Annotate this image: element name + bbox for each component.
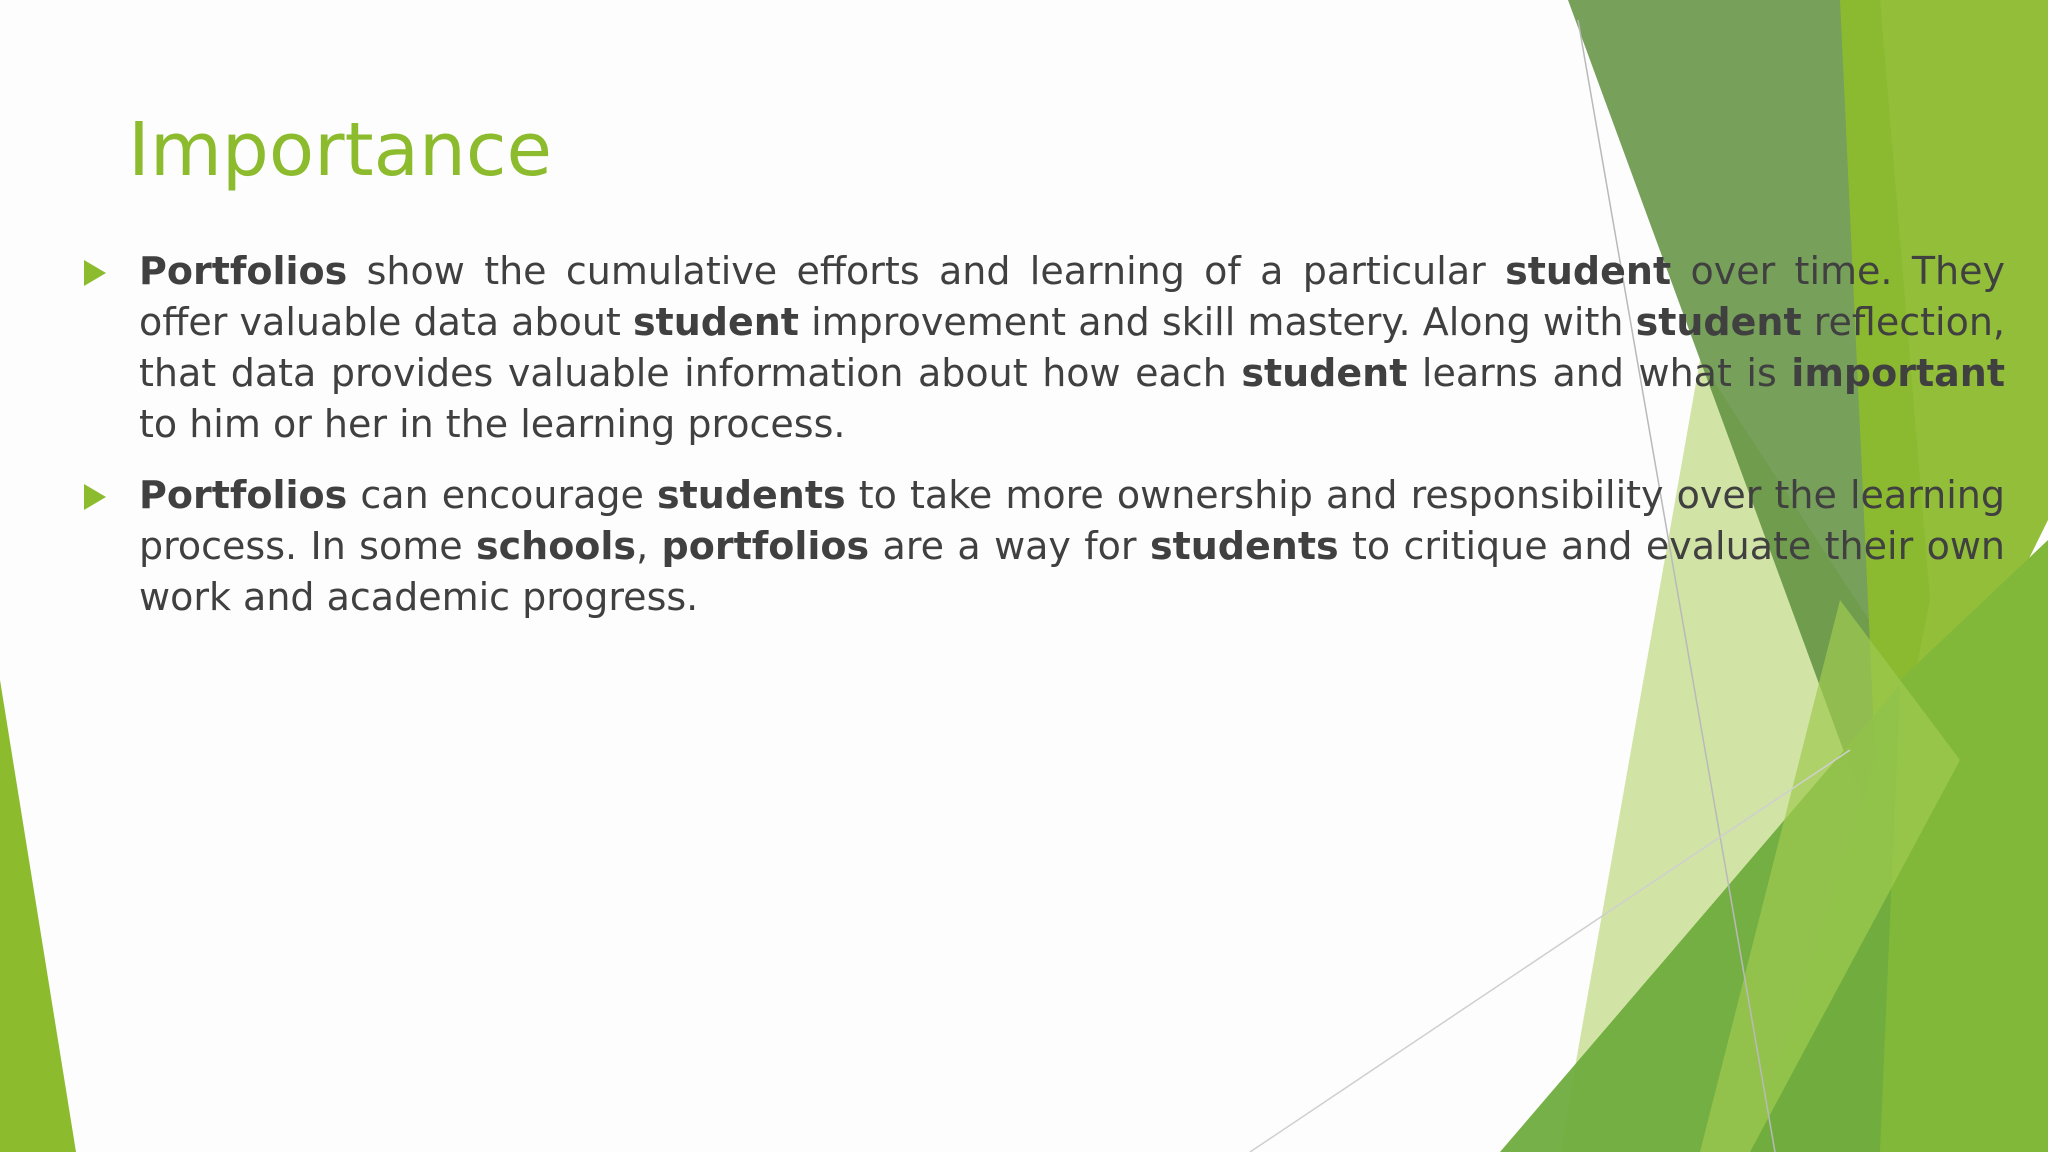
- bullet-text-segment: over time. They offer valuable data about: [139, 249, 2005, 344]
- bullet-text-segment: student: [1505, 249, 1672, 293]
- bullet-text-segment: Portfolios: [139, 249, 348, 293]
- triangle-bullet-icon: [84, 260, 106, 286]
- triangle-bullet-icon: [84, 484, 106, 510]
- bullet-item-portfolios-encourage: [80, 470, 2005, 623]
- bullet-text-segment: show the cumulative efforts and learning of a particular: [347, 249, 1506, 293]
- bullet-text-segment: schools: [476, 524, 637, 568]
- slide-title: Importance: [128, 107, 553, 193]
- bullet-text-segment: to him or her in the learning process.: [139, 402, 846, 446]
- bullet-text-segment: student: [632, 300, 799, 344]
- bullet-text-segment: ,: [636, 524, 662, 568]
- bullet-text-segment: students: [656, 473, 846, 517]
- bullet-text-segment: students: [1149, 524, 1339, 568]
- bullet-text-segment: reflection, that data provides valuable information about how each: [139, 300, 2005, 395]
- bullet-list: [80, 246, 2005, 643]
- bullet-text-segment: portfolios: [661, 524, 870, 568]
- bullet-text-segment: Portfolios: [139, 473, 348, 517]
- bullet-text-segment: learns and what is: [1407, 351, 1792, 395]
- bullet-item-portfolios-show: [80, 246, 2005, 450]
- bullet-text-segment: improvement and skill mastery. Along with: [798, 300, 1636, 344]
- bullet-text-segment: student: [1241, 351, 1408, 395]
- bullet-text-segment: important: [1791, 351, 2005, 395]
- bullet-text-segment: are a way for: [869, 524, 1150, 568]
- bullet-text-segment: student: [1635, 300, 1802, 344]
- left-green-sliver: [0, 680, 76, 1152]
- bullet-text-segment: can encourage: [347, 473, 657, 517]
- bullet-text-segment: to take more ownership and responsibility over the learning process. In some: [139, 473, 2005, 568]
- bullet-text-segment: to critique and evaluate their own work and academic progress.: [139, 524, 2005, 619]
